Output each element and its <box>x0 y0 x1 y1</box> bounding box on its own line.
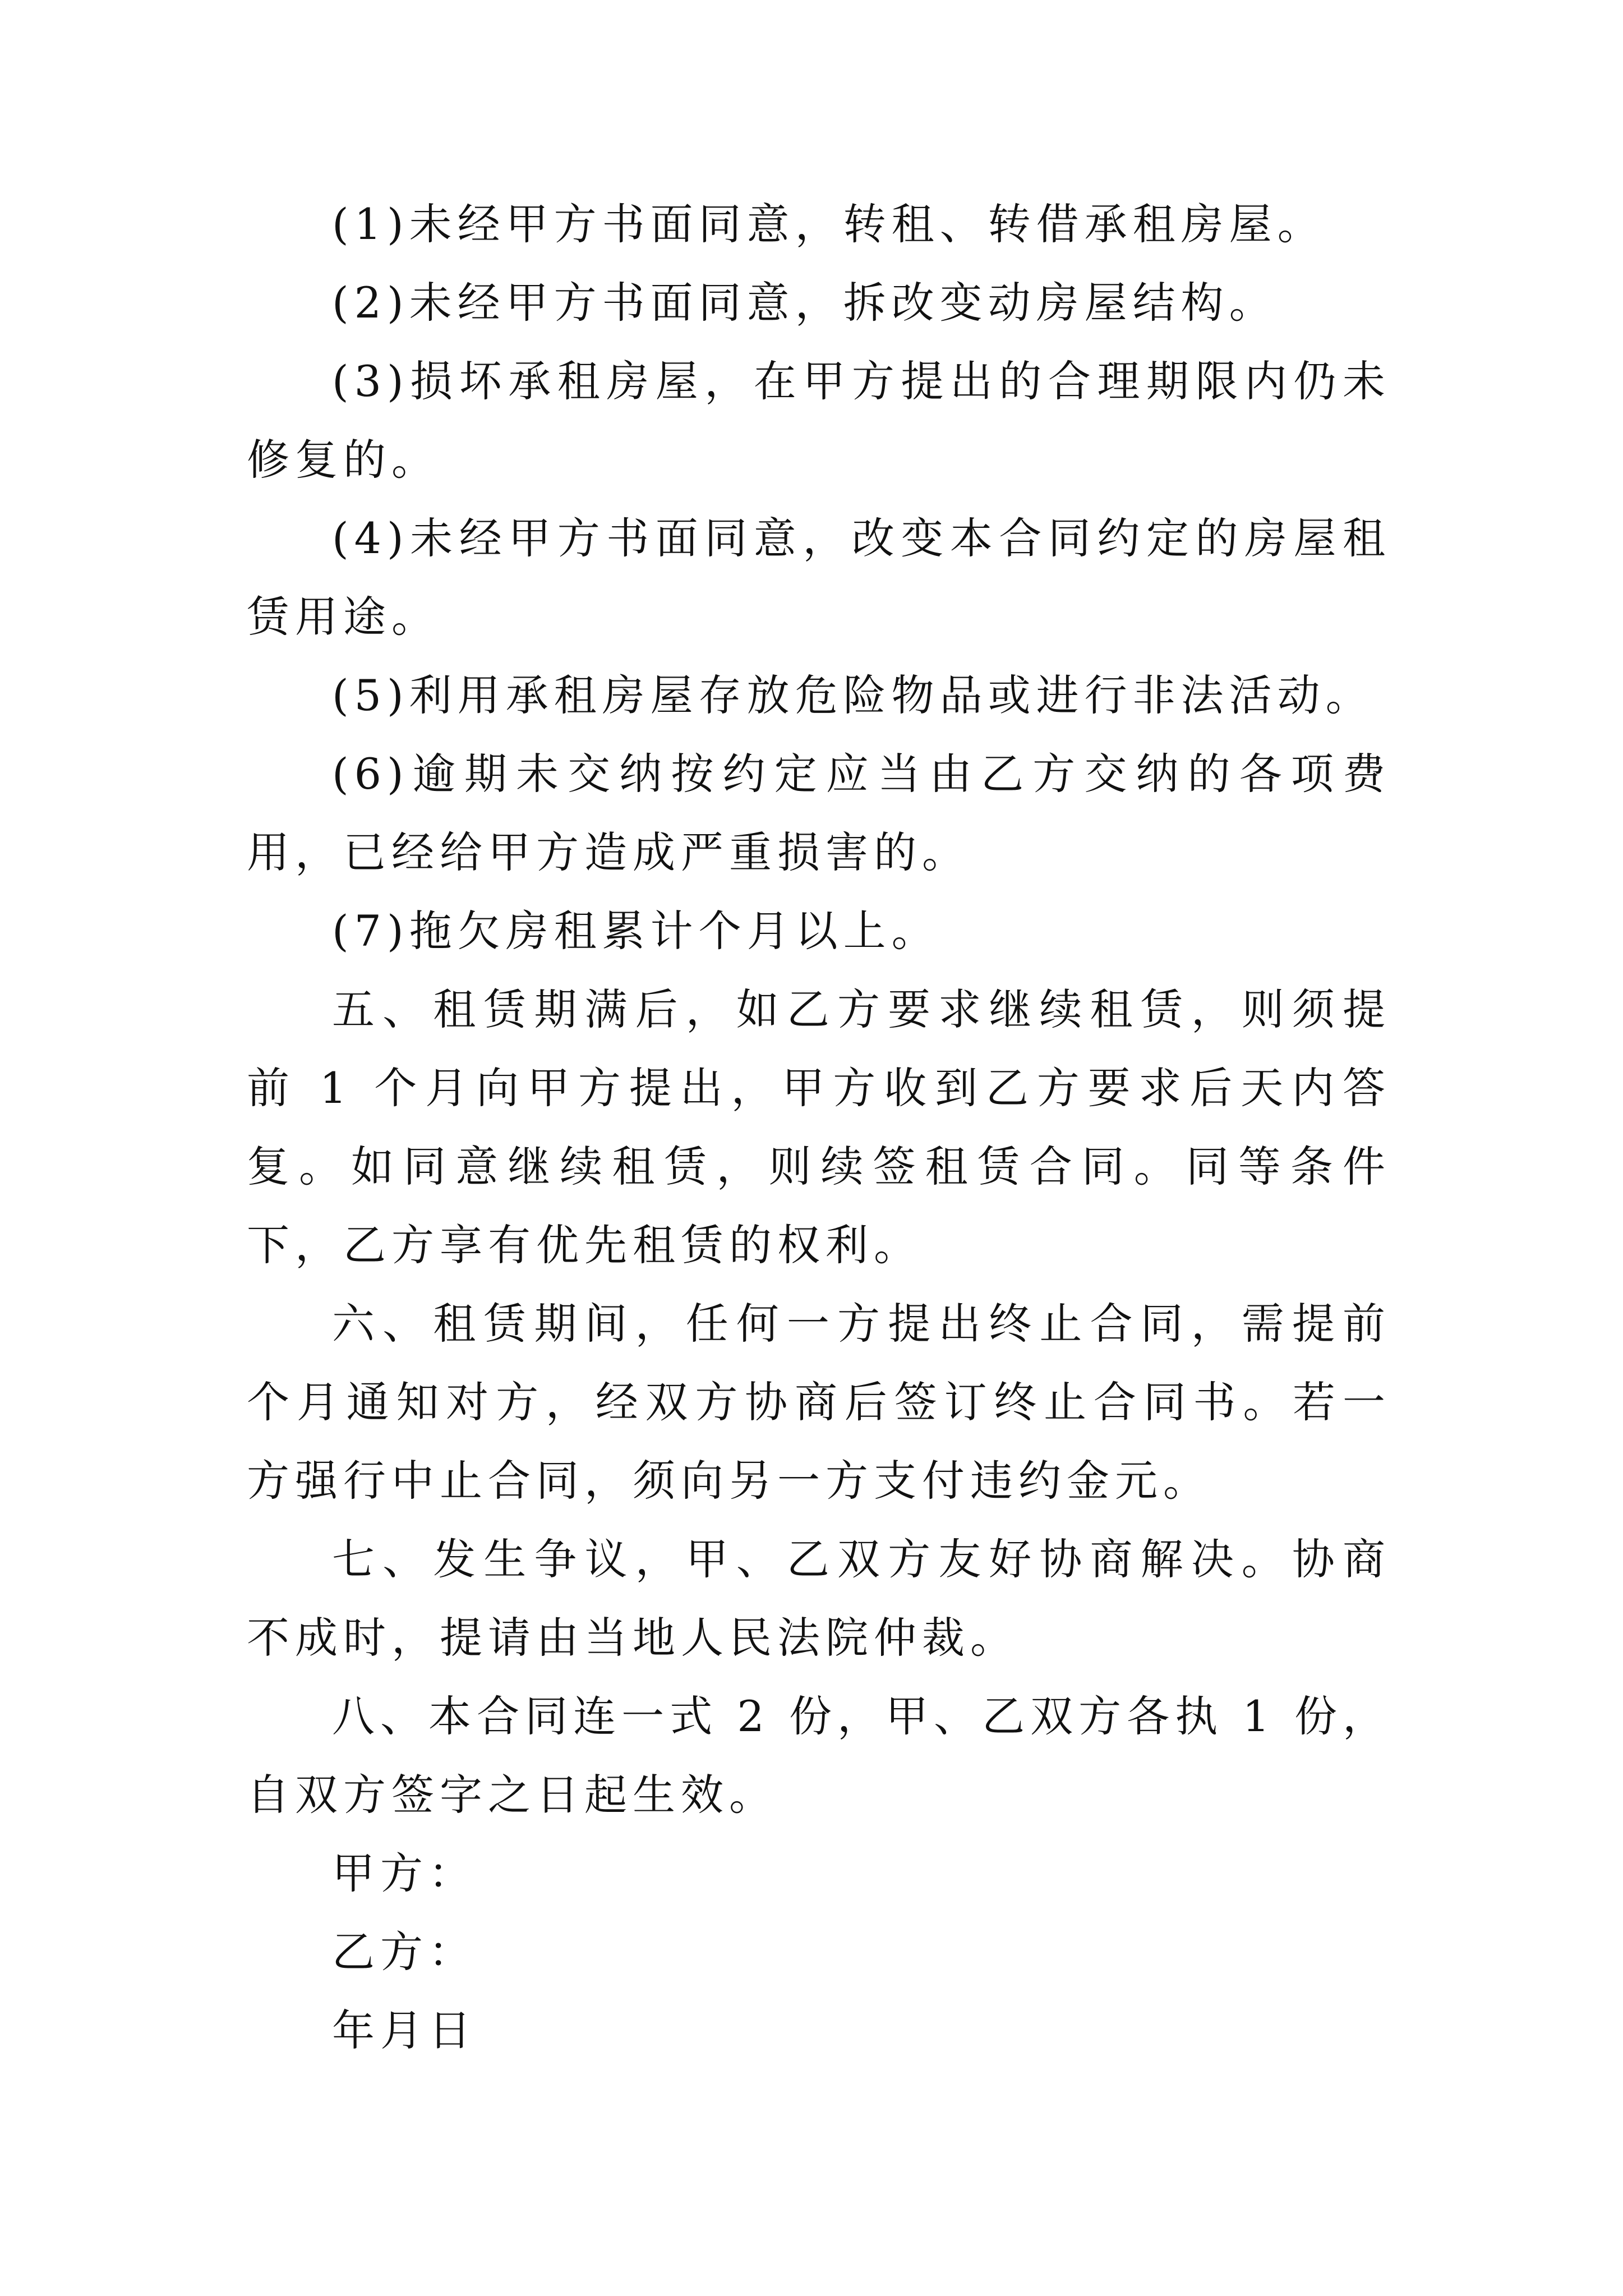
party-a-signature-line: 甲方： <box>332 1848 477 1898</box>
clause-6-fees: (6)逾期未交纳按约定应当由乙方交纳的各项费用，已经给甲方造成严重损害的。 <box>247 749 1391 877</box>
clause-1-sublet: (1)未经甲方书面同意，转租、转借承租房屋。 <box>332 199 1326 249</box>
clause-2-structure: (2)未经甲方书面同意，拆改变动房屋结构。 <box>332 278 1278 328</box>
party-b-signature-line: 乙方： <box>332 1927 477 1977</box>
contract-body <box>247 185 1391 2070</box>
section-6-termination: 六、租赁期间，任何一方提出终止合同，需提前个月通知对方，经双方协商后签订终止合同书。若一方强行中止合同，须向另一方支付违约金元。 <box>247 1299 1391 1506</box>
clause-5-illegal: (5)利用承租房屋存放危险物品或进行非法活动。 <box>332 670 1374 720</box>
clause-7-arrears: (7)拖欠房租累计个月以上。 <box>332 906 940 956</box>
section-8-copies: 八、本合同连一式 2 份，甲、乙双方各执 1 份，自双方签字之日起生效。 <box>247 1691 1391 1820</box>
date-line: 年月日 <box>332 2005 477 2055</box>
section-5-renewal: 五、租赁期满后，如乙方要求继续租赁，则须提前 1 个月向甲方提出，甲方收到乙方要求后天内答复。如同意继续租赁，则续签租赁合同。同等条件下，乙方享有优先租赁的权利。 <box>247 984 1391 1270</box>
clause-4-usage: (4)未经甲方书面同意，改变本合同约定的房屋租赁用途。 <box>247 513 1391 642</box>
clause-3-damage: (3)损坏承租房屋，在甲方提出的合理期限内仍未修复的。 <box>247 356 1391 485</box>
section-7-disputes: 七、发生争议，甲、乙双方友好协商解决。协商不成时，提请由当地人民法院仲裁。 <box>247 1534 1391 1663</box>
